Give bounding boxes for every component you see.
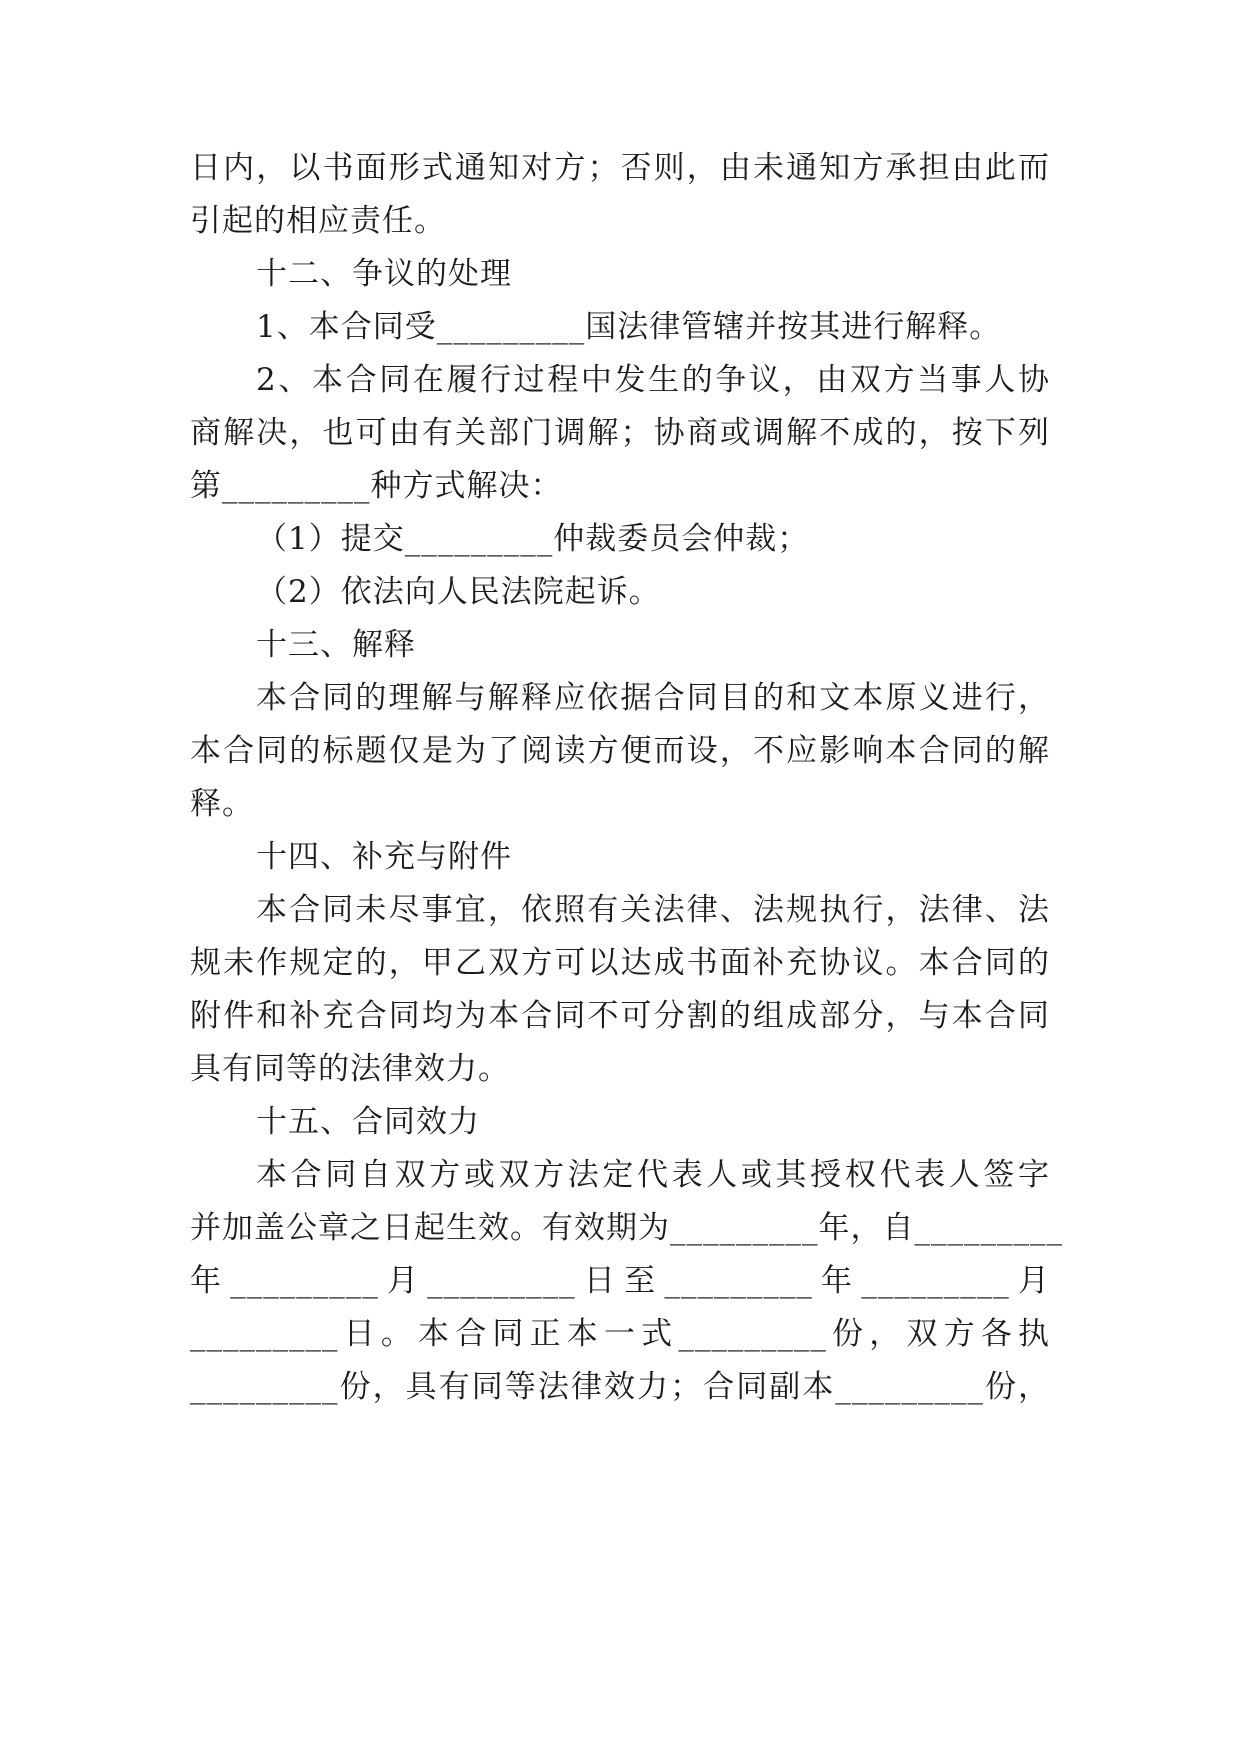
list-item: （2）依法向人民法院起诉。 <box>256 574 661 610</box>
text-line: 2、本合同在履行过程中发生的争议，由双方当事人协 <box>256 362 1050 398</box>
text-line: 释。 <box>190 786 254 822</box>
text-line: 具有同等的法律效力。 <box>190 1051 510 1087</box>
section-heading: 十三、解释 <box>256 627 416 663</box>
text-line: _________份，具有同等法律效力；合同副本_________份， <box>190 1369 1050 1405</box>
text-line: 本合同的标题仅是为了阅读方便而设，不应影响本合同的解 <box>190 733 1050 769</box>
section-heading: 十五、合同效力 <box>256 1104 480 1140</box>
text-line: 日内，以书面形式通知对方；否则，由未通知方承担由此而 <box>190 150 1050 186</box>
text-line: 本合同的理解与解释应依据合同目的和文本原义进行， <box>256 680 1050 716</box>
text-line: 1、本合同受_________国法律管辖并按其进行解释。 <box>256 309 1002 345</box>
list-item: （1）提交_________仲裁委员会仲裁； <box>256 521 810 557</box>
text-line: 商解决，也可由有关部门调解；协商或调解不成的，按下列 <box>190 415 1050 451</box>
text-line: 并加盖公章之日起生效。有效期为_________年，自_________ <box>190 1210 1063 1246</box>
section-heading: 十二、争议的处理 <box>256 256 512 292</box>
text-line: 本合同自双方或双方法定代表人或其授权代表人签字 <box>256 1157 1050 1193</box>
text-line: 附件和补充合同均为本合同不可分割的组成部分，与本合同 <box>190 998 1050 1034</box>
text-line: 年_________月_________日至_________年_________月 <box>190 1263 1050 1299</box>
section-heading: 十四、补充与附件 <box>256 839 512 875</box>
text-line: 引起的相应责任。 <box>190 203 446 239</box>
text-line: 第_________种方式解决： <box>190 468 563 504</box>
text-line: 规未作规定的，甲乙双方可以达成书面补充协议。本合同的 <box>190 945 1050 981</box>
text-line: _________日。本合同正本一式_________份，双方各执 <box>190 1316 1050 1352</box>
text-line: 本合同未尽事宜，依照有关法律、法规执行，法律、法 <box>256 892 1050 928</box>
